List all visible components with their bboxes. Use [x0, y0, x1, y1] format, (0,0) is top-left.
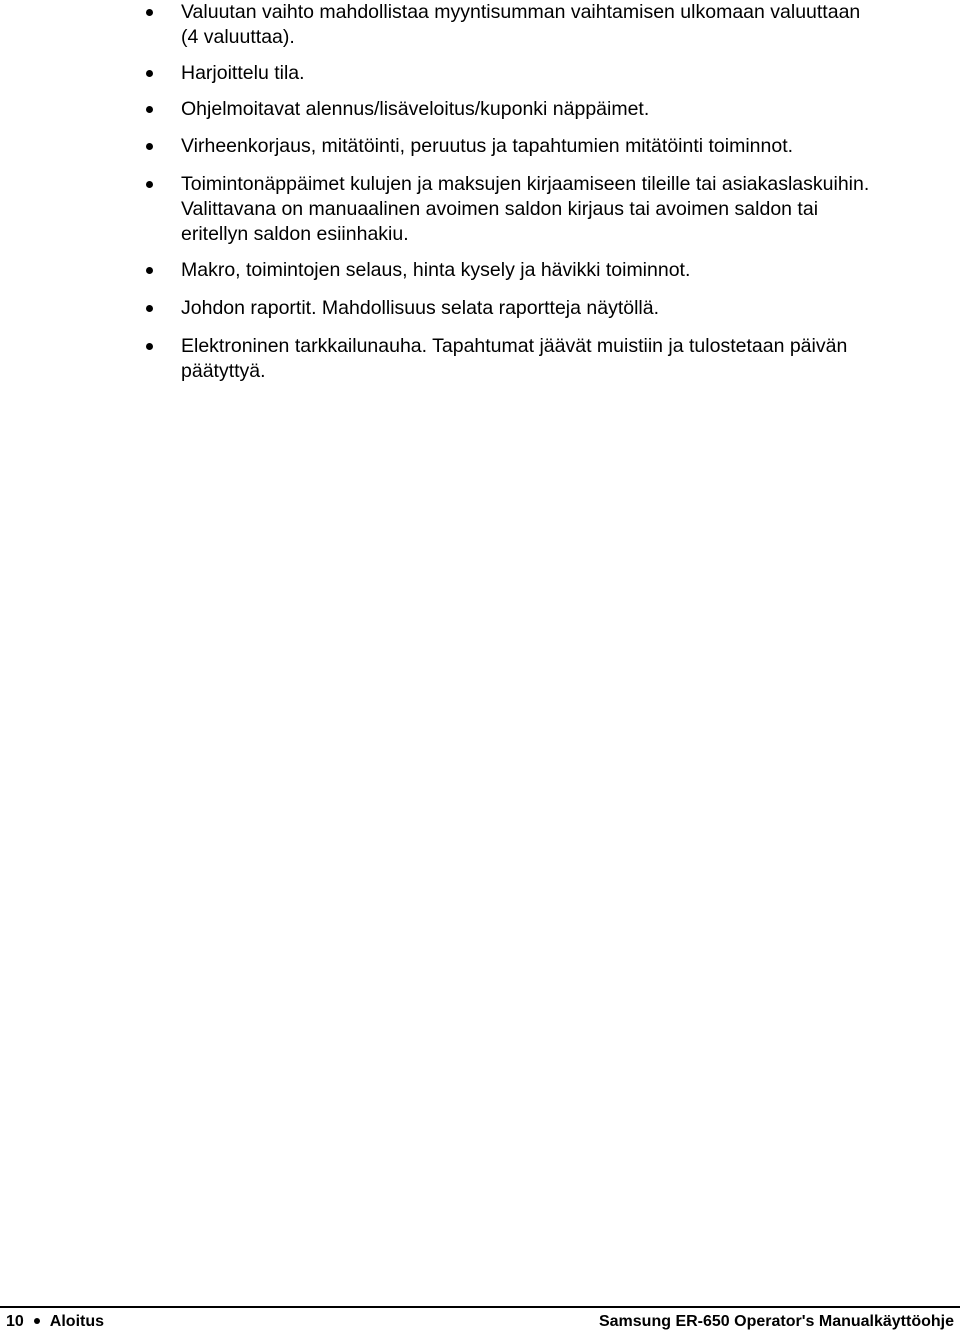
- list-item-text: Johdon raportit. Mahdollisuus selata raportteja näytöllä.: [181, 297, 660, 319]
- list-item-text: Toimintonäppäimet kulujen ja maksujen kirjaamiseen tileille tai asiakaslaskuihin. Valittavana on manuaalinen avoimen saldon kirjaus tai avoimen saldon tai eritellyn saldon esiinhakiu.: [181, 173, 870, 245]
- manual-title: Samsung ER-650 Operator's Manualkäyttöohje: [598, 1313, 954, 1330]
- footer-divider: [0, 1306, 960, 1308]
- page-number: 10: [6, 1313, 24, 1330]
- bullet-icon: [146, 70, 153, 77]
- bullet-icon: [34, 1318, 40, 1324]
- bullet-icon: [146, 305, 153, 312]
- list-item-text: Makro, toimintojen selaus, hinta kysely ja hävikki toiminnot.: [181, 259, 691, 281]
- bullet-icon: [146, 343, 153, 350]
- section-name: Aloitus: [49, 1313, 105, 1330]
- bullet-icon: [146, 143, 153, 150]
- footer-left: [6, 1311, 104, 1333]
- bullet-icon: [146, 106, 153, 113]
- bullet-icon: [146, 267, 153, 274]
- list-item-text: Ohjelmoitavat alennus/lisäveloitus/kuponki näppäimet.: [181, 98, 650, 120]
- bullet-icon: [146, 181, 153, 188]
- bullet-icon: [146, 9, 153, 16]
- list-item-text: Virheenkorjaus, mitätöinti, peruutus ja tapahtumien mitätöinti toiminnot.: [181, 135, 794, 157]
- list-item-text: Elektroninen tarkkailunauha. Tapahtumat jäävät muistiin ja tulostetaan päivän päätyttyä.: [181, 335, 848, 382]
- list-item-text: Valuutan vaihto mahdollistaa myyntisumman vaihtamisen ulkomaan valuuttaan (4 valuuttaa).: [181, 1, 861, 48]
- list-item-text: Harjoittelu tila.: [181, 62, 305, 84]
